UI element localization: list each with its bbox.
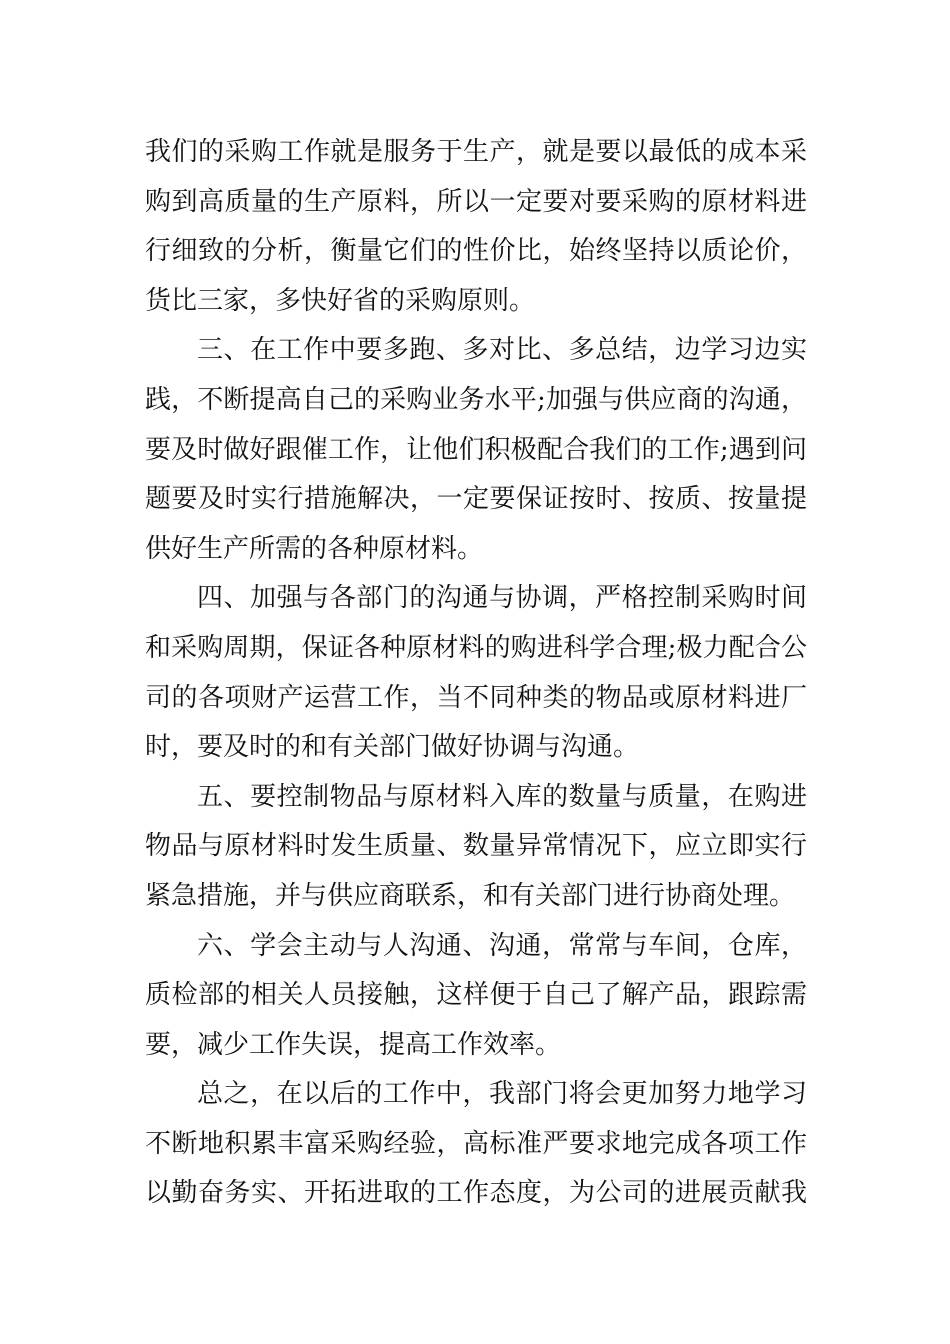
text-line: 物品与原材料时发生质量、数量异常情况下，应立即实行 bbox=[145, 831, 807, 862]
text-line: 六、学会主动与人沟通、沟通，常常与车间，仓库， bbox=[197, 930, 807, 961]
paragraph-item-four bbox=[145, 574, 807, 772]
text-line: 我们的采购工作就是服务于生产，就是要以最低的成本采 bbox=[145, 137, 807, 167]
text-line: 质检部的相关人员接触，这样便于自己了解产品，跟踪需 bbox=[145, 980, 807, 1011]
paragraph-conclusion bbox=[145, 1070, 807, 1219]
paragraph-item-three bbox=[145, 326, 807, 574]
text-line: 四、加强与各部门的沟通与协调，严格控制采购时间 bbox=[197, 583, 807, 614]
text-line: 五、要控制物品与原材料入库的数量与质量，在购进 bbox=[197, 781, 807, 812]
text-line: 要，减少工作失误，提高工作效率。 bbox=[145, 1029, 562, 1060]
text-line: 货比三家，多快好省的采购原则。 bbox=[145, 285, 536, 316]
text-line: 和采购周期，保证各种原材料的购进科学合理;极力配合公 bbox=[145, 632, 807, 663]
text-line: 司的各项财产运营工作，当不同种类的物品或原材料进厂 bbox=[145, 682, 807, 713]
text-line: 时，要及时的和有关部门做好协调与沟通。 bbox=[145, 732, 640, 763]
text-line: 三、在工作中要多跑、多对比、多总结，边学习边实 bbox=[197, 335, 807, 366]
document-body bbox=[145, 128, 807, 1219]
text-line: 总之，在以后的工作中，我部门将会更加努力地学习 bbox=[197, 1079, 807, 1110]
text-line: 要及时做好跟催工作，让他们积极配合我们的工作;遇到问 bbox=[145, 434, 807, 465]
paragraph-procurement-principle bbox=[145, 128, 807, 326]
text-line: 行细致的分析，衡量它们的性价比，始终坚持以质论价， bbox=[145, 236, 807, 267]
text-line: 以勤奋务实、开拓进取的工作态度，为公司的进展贡献我 bbox=[145, 1178, 807, 1209]
paragraph-item-five bbox=[145, 773, 807, 922]
paragraph-item-six bbox=[145, 922, 807, 1071]
text-line: 践，不断提高自己的采购业务水平;加强与供应商的沟通， bbox=[145, 384, 807, 415]
text-line: 不断地积累丰富采购经验，高标准严要求地完成各项工作 bbox=[145, 1128, 807, 1159]
text-line: 题要及时实行措施解决，一定要保证按时、按质、按量提 bbox=[145, 484, 807, 515]
text-line: 购到高质量的生产原料，所以一定要对要采购的原材料进 bbox=[145, 186, 807, 217]
text-line: 紧急措施，并与供应商联系，和有关部门进行协商处理。 bbox=[145, 880, 796, 911]
text-line: 供好生产所需的各种原材料。 bbox=[145, 533, 484, 564]
